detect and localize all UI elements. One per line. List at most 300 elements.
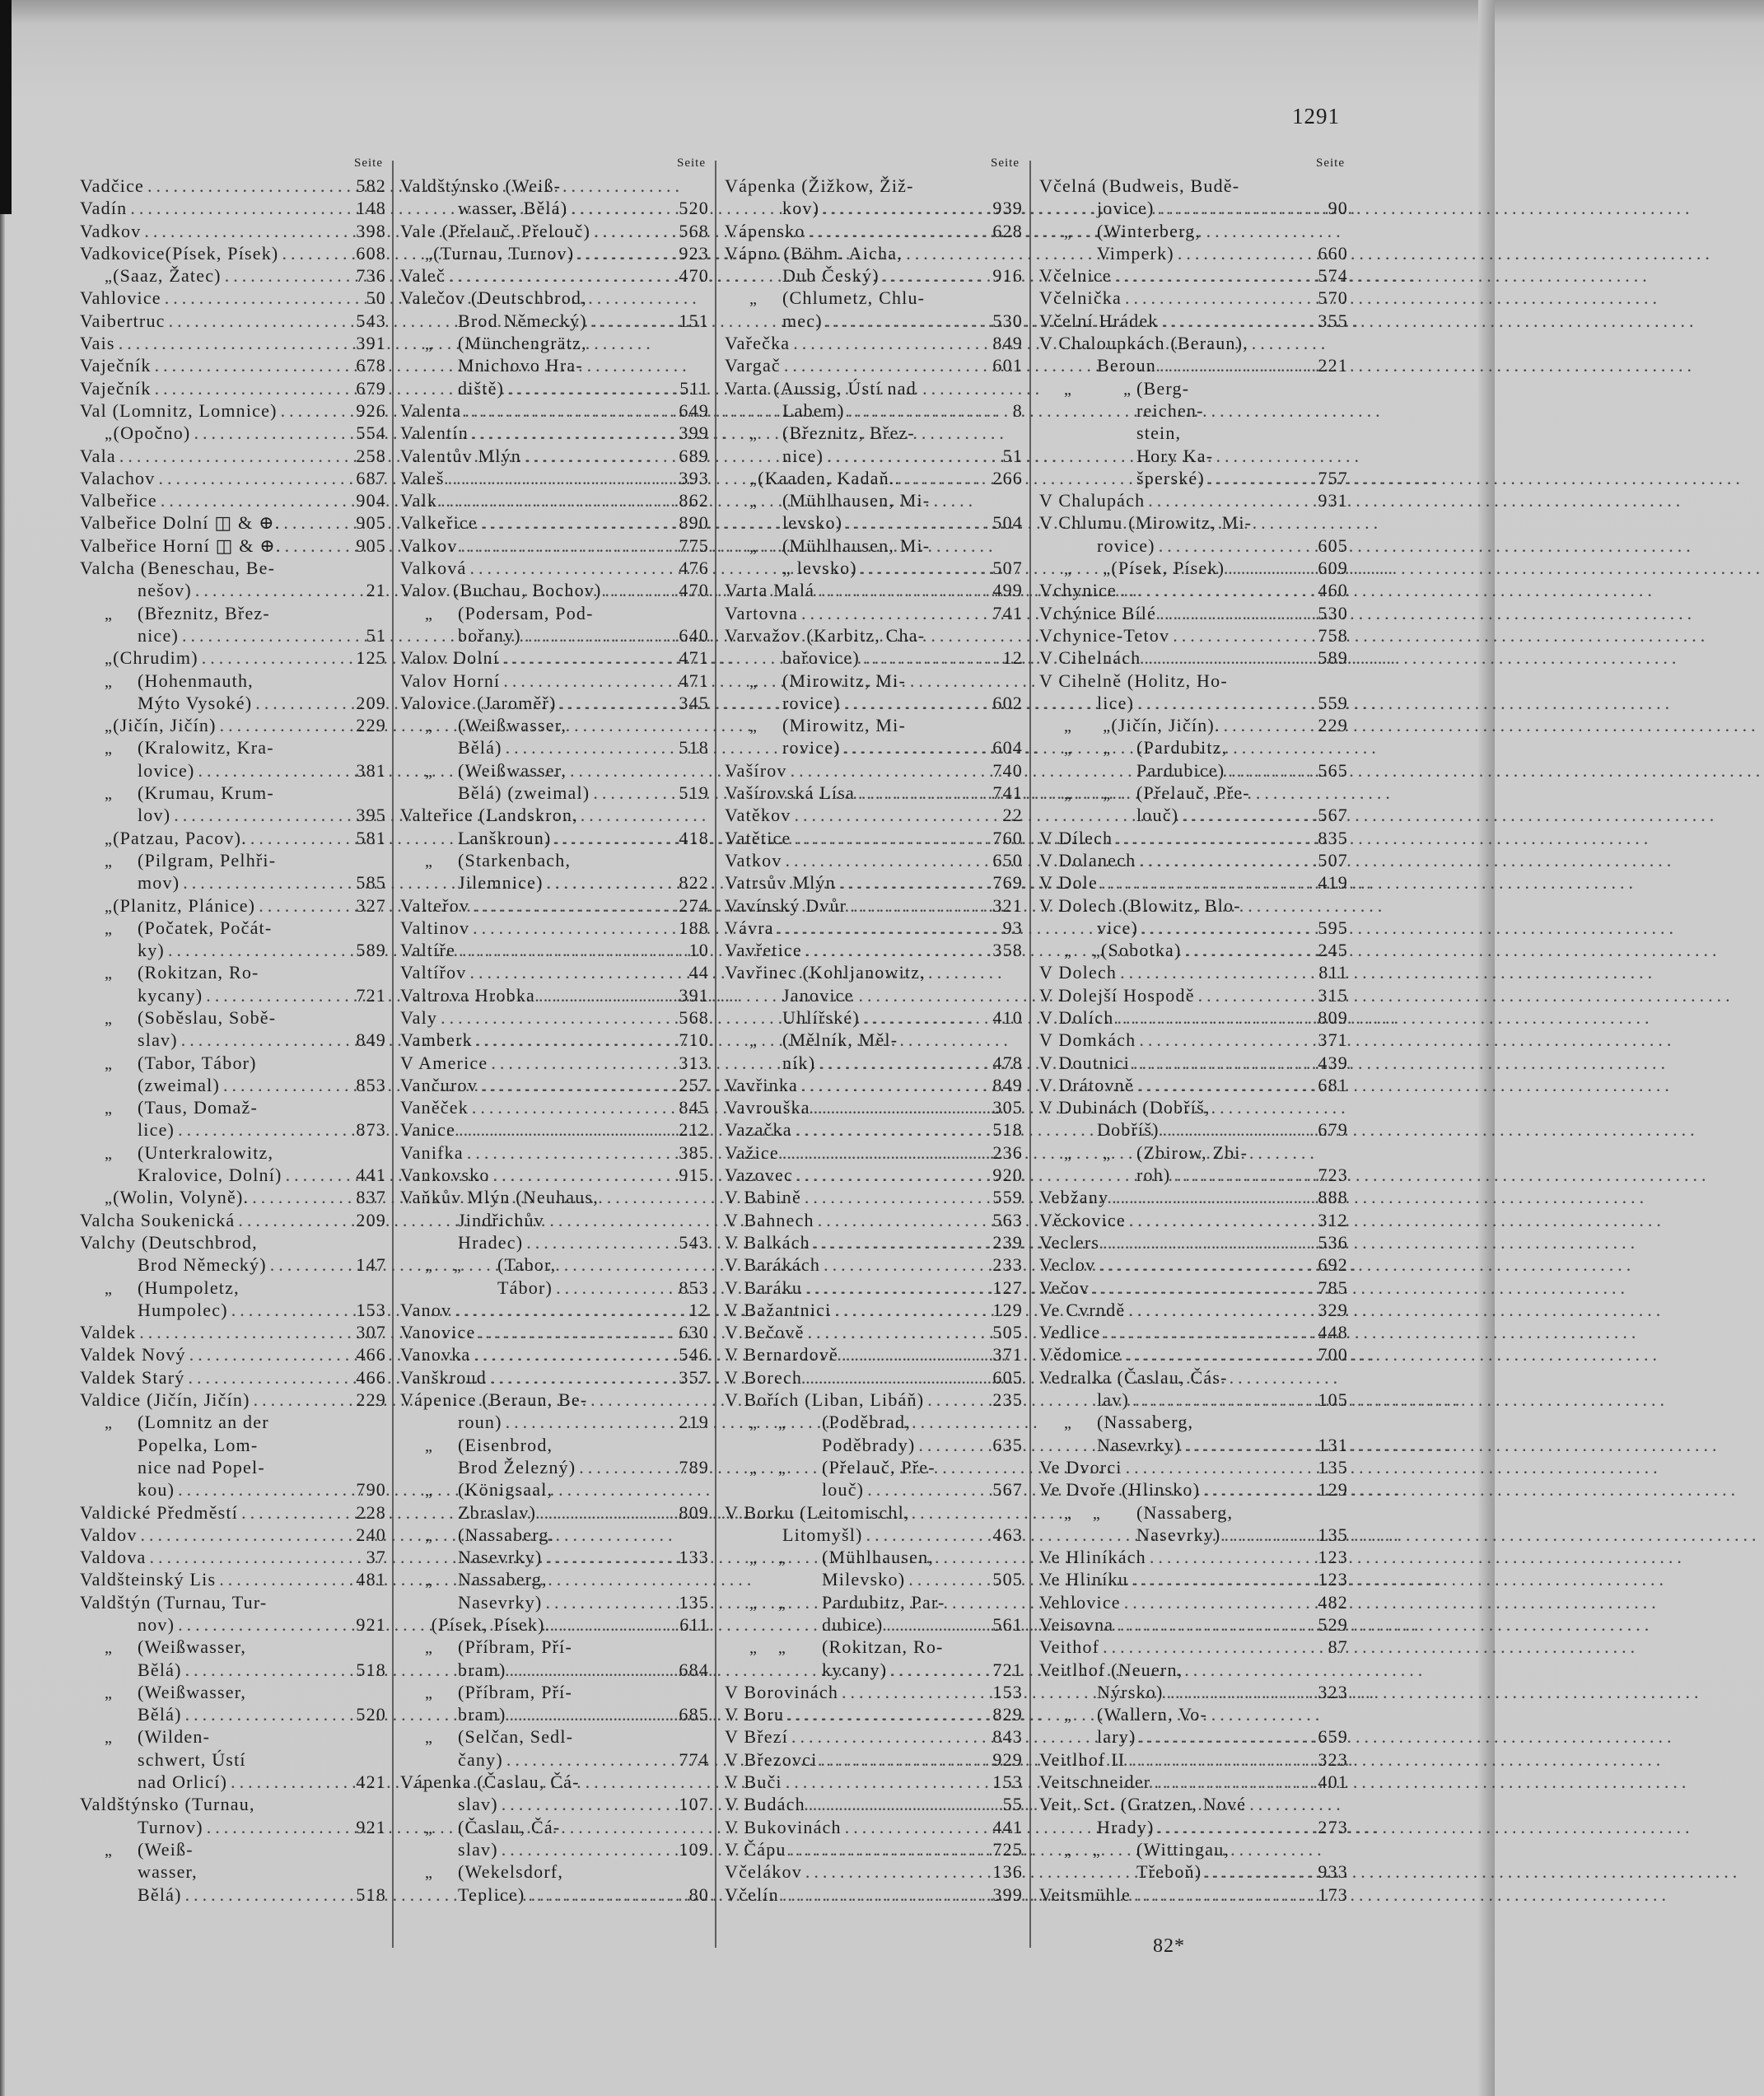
page-reference: 229 bbox=[356, 1389, 386, 1411]
ditto-mark: „ „ bbox=[1064, 717, 1112, 736]
dot-leader bbox=[157, 489, 335, 511]
dot-leader bbox=[469, 894, 658, 917]
page-reference: 611 bbox=[679, 1614, 709, 1635]
dot-leader bbox=[498, 1793, 658, 1815]
index-entry bbox=[80, 332, 386, 354]
entry-name: Veitlhof (Neuern, bbox=[1039, 1659, 1183, 1680]
index-entry bbox=[80, 220, 386, 242]
page-reference: 129 bbox=[1318, 1479, 1348, 1501]
entry-continuation: nešov) bbox=[138, 580, 192, 601]
entry-continuation: roun) bbox=[458, 1412, 502, 1433]
dot-leader bbox=[147, 1546, 336, 1568]
dot-leader bbox=[1200, 1478, 1297, 1501]
ditto-mark: „ „ bbox=[1064, 560, 1112, 579]
index-entry bbox=[400, 445, 709, 467]
index-entry bbox=[725, 1096, 1023, 1118]
entry-name: V Buči bbox=[725, 1772, 782, 1793]
entry-continuation: Vimperk) bbox=[1097, 242, 1174, 264]
index-entry bbox=[400, 399, 709, 422]
entry-name: Vadkovice(Písek, Písek) bbox=[80, 242, 279, 264]
page-reference: 518 bbox=[679, 737, 709, 759]
dot-leader bbox=[590, 782, 658, 804]
entry-name: Vávra bbox=[725, 917, 774, 938]
entry-continuation: louč) bbox=[1136, 805, 1179, 826]
ditto-mark: „ „ bbox=[1064, 1841, 1101, 1860]
page-reference: 862 bbox=[679, 490, 709, 511]
dot-leader bbox=[1099, 1231, 1297, 1253]
entry-continuation: Nasevrky) bbox=[458, 1591, 543, 1613]
page-reference: 568 bbox=[679, 1006, 709, 1028]
page-reference: 147 bbox=[356, 1254, 386, 1276]
entry-name: V Bukovinách bbox=[725, 1816, 842, 1837]
entry-continuation: lice) bbox=[138, 1119, 175, 1141]
entry-name: (Berg- bbox=[1136, 377, 1190, 399]
page-reference: 466 bbox=[356, 1344, 386, 1365]
page-reference: 630 bbox=[679, 1322, 709, 1343]
dot-leader bbox=[502, 1411, 658, 1433]
index-entry bbox=[80, 1524, 386, 1546]
ditto-mark: „ bbox=[105, 1099, 114, 1118]
dot-leader bbox=[792, 1118, 972, 1141]
entry-name: (Mělník, Měl- bbox=[782, 1029, 898, 1051]
dot-leader bbox=[502, 736, 658, 759]
index-entry bbox=[725, 242, 1023, 287]
page-reference: 574 bbox=[1318, 265, 1348, 287]
dot-leader bbox=[786, 1838, 972, 1860]
index-entry bbox=[725, 1501, 1023, 1547]
index-entry bbox=[80, 1568, 386, 1590]
dot-leader bbox=[860, 647, 972, 669]
entry-continuation: Humpolec) bbox=[138, 1299, 228, 1320]
index-entry bbox=[725, 1636, 1023, 1681]
dot-leader bbox=[1156, 602, 1297, 624]
index-entry bbox=[1039, 1253, 1348, 1276]
entry-continuation: slav) bbox=[138, 1029, 178, 1051]
index-entry bbox=[400, 849, 709, 894]
page-reference: 546 bbox=[679, 1344, 709, 1365]
ditto-mark: „ „ bbox=[749, 1639, 786, 1658]
entry-continuation: kou) bbox=[138, 1479, 175, 1501]
index-entry bbox=[725, 287, 1023, 332]
page-reference: 723 bbox=[1318, 1165, 1348, 1186]
page-reference: 530 bbox=[1318, 602, 1348, 623]
index-entry bbox=[400, 1343, 709, 1365]
ditto-mark: „ bbox=[105, 829, 114, 848]
entry-continuation: wasser, Bělá) bbox=[458, 198, 568, 219]
page-reference: 757 bbox=[1318, 467, 1348, 488]
index-entry bbox=[1039, 1277, 1348, 1299]
dot-leader bbox=[1141, 647, 1297, 669]
page-reference: 939 bbox=[992, 198, 1023, 219]
dot-leader bbox=[182, 1703, 335, 1725]
dot-leader bbox=[250, 1389, 335, 1411]
index-entry bbox=[1039, 264, 1348, 287]
entry-name: Vápenka (Časlau, Čá- bbox=[400, 1772, 580, 1793]
index-entry bbox=[80, 1838, 386, 1906]
dot-leader bbox=[136, 1321, 335, 1343]
dot-leader bbox=[553, 1277, 658, 1299]
entry-name: Valdické Předměstí bbox=[80, 1501, 239, 1523]
index-entry bbox=[1039, 647, 1348, 669]
page-reference: 559 bbox=[992, 1187, 1023, 1208]
index-entry bbox=[80, 264, 386, 287]
entry-name: Veisovna bbox=[1039, 1614, 1114, 1635]
page-reference: 313 bbox=[679, 1052, 709, 1073]
ditto-mark: „ bbox=[105, 897, 114, 916]
entry-name: V Dole bbox=[1039, 872, 1098, 894]
entry-name: V Bečově bbox=[725, 1322, 805, 1343]
dot-leader bbox=[282, 1164, 335, 1186]
index-column-3 bbox=[725, 156, 1023, 1906]
ditto-mark: „ bbox=[105, 717, 114, 736]
index-entry bbox=[725, 1074, 1023, 1096]
dot-leader bbox=[842, 1816, 972, 1838]
dot-leader bbox=[905, 1568, 972, 1590]
dot-leader bbox=[1182, 939, 1297, 961]
page-reference: 736 bbox=[356, 265, 386, 287]
scan-binding-mark bbox=[0, 0, 12, 214]
dot-leader bbox=[278, 242, 335, 264]
entry-name: Vanovka bbox=[400, 1344, 471, 1365]
dot-leader bbox=[521, 445, 658, 467]
dot-leader bbox=[523, 1231, 658, 1253]
index-entry bbox=[400, 714, 709, 759]
dot-leader bbox=[1113, 1613, 1297, 1636]
ditto-mark: „ bbox=[425, 717, 434, 736]
page-reference: 849 bbox=[992, 1074, 1023, 1095]
page-reference: 391 bbox=[679, 984, 709, 1006]
ditto-mark: „ „ bbox=[749, 1594, 786, 1613]
dot-leader bbox=[810, 1096, 972, 1118]
dot-leader bbox=[182, 1884, 335, 1906]
page-reference: 441 bbox=[992, 1816, 1023, 1837]
page-reference: 890 bbox=[679, 512, 709, 534]
page-reference: 209 bbox=[356, 1209, 386, 1230]
dot-leader bbox=[536, 1501, 658, 1524]
entry-name: (Písek, Písek) bbox=[1111, 558, 1225, 579]
page-reference: 51 bbox=[1002, 445, 1023, 466]
dot-leader bbox=[1136, 1725, 1297, 1748]
page-reference: 258 bbox=[356, 445, 386, 466]
index-entry bbox=[400, 1366, 709, 1389]
index-entry bbox=[1039, 1029, 1348, 1051]
dot-leader bbox=[217, 714, 335, 736]
ditto-mark: „ „ bbox=[1064, 1144, 1112, 1163]
entry-continuation: nice) bbox=[782, 445, 824, 466]
entry-name: V Cihelně (Holitz, Ho- bbox=[1039, 670, 1228, 691]
page-reference: 133 bbox=[679, 1547, 709, 1568]
index-entry bbox=[1039, 1591, 1348, 1613]
page-reference: 173 bbox=[1318, 1884, 1348, 1905]
index-entry bbox=[1039, 1478, 1348, 1501]
index-entry bbox=[80, 827, 386, 849]
entry-continuation: Brod Německý) bbox=[138, 1254, 267, 1276]
index-entry bbox=[80, 1681, 386, 1726]
index-entry bbox=[400, 1725, 709, 1771]
entry-name: Valková bbox=[400, 558, 467, 579]
entry-name: (Rokitzan, Ro- bbox=[822, 1636, 944, 1658]
page-reference: 679 bbox=[356, 377, 386, 399]
entry-name: (Tabor, bbox=[497, 1254, 557, 1276]
index-entry bbox=[1039, 1838, 1348, 1884]
entry-name: Valbeřice bbox=[80, 490, 157, 511]
index-entry bbox=[1039, 1636, 1348, 1658]
entry-continuation: Lanškroun) bbox=[458, 827, 552, 848]
index-entry bbox=[725, 535, 1023, 580]
entry-continuation: Popelka, Lom- bbox=[138, 1434, 259, 1455]
dot-leader bbox=[817, 1748, 972, 1771]
dot-leader bbox=[542, 1546, 658, 1568]
ditto-mark: „ bbox=[105, 1683, 114, 1702]
dot-leader bbox=[841, 692, 972, 714]
dot-leader bbox=[574, 242, 658, 264]
entry-name: (Rokitzan, Ro- bbox=[138, 962, 259, 983]
index-entry bbox=[725, 175, 1023, 220]
index-entry bbox=[725, 332, 1023, 354]
dot-leader bbox=[887, 1659, 972, 1681]
ditto-mark: „ bbox=[425, 852, 434, 871]
entry-continuation: Dub Český) bbox=[782, 265, 880, 287]
entry-name: (Turnau, Turnov) bbox=[433, 242, 575, 264]
entry-name: (Wallern, Vo- bbox=[1097, 1704, 1207, 1725]
entry-name: Ve Cvrndě bbox=[1039, 1299, 1126, 1320]
entry-name: Valentův Mlýn bbox=[400, 445, 521, 466]
index-entry bbox=[400, 804, 709, 849]
entry-name: Vebžany bbox=[1039, 1187, 1109, 1208]
dot-leader bbox=[915, 1434, 972, 1456]
page-reference: 774 bbox=[679, 1748, 709, 1770]
entry-name: V Dolích bbox=[1039, 1006, 1114, 1028]
ditto-mark: „ bbox=[425, 1526, 434, 1545]
entry-continuation: louč) bbox=[822, 1479, 865, 1501]
entry-name: Vavínský Dvůr bbox=[725, 894, 847, 916]
page-reference: 849 bbox=[992, 333, 1023, 354]
ditto-mark: „ bbox=[749, 290, 758, 309]
page-reference: 274 bbox=[679, 894, 709, 916]
page-reference: 604 bbox=[992, 737, 1023, 759]
index-column-1 bbox=[80, 156, 386, 1906]
page-reference: 518 bbox=[356, 1659, 386, 1680]
dot-leader bbox=[152, 377, 335, 399]
page-reference: 327 bbox=[356, 894, 386, 916]
index-entry bbox=[400, 1816, 709, 1861]
dot-leader bbox=[798, 1074, 972, 1096]
entry-name: Vápenice (Beraun, Be- bbox=[400, 1389, 588, 1411]
dot-leader bbox=[446, 264, 658, 287]
dot-leader bbox=[473, 1029, 658, 1051]
index-entry bbox=[80, 1636, 386, 1681]
ditto-mark: „ bbox=[749, 1032, 758, 1051]
entry-name: Valentín bbox=[400, 422, 469, 444]
index-entry bbox=[400, 175, 709, 220]
index-entry bbox=[1039, 714, 1348, 736]
index-entry bbox=[1039, 287, 1348, 309]
entry-name: (Weißwasser, bbox=[458, 759, 567, 781]
ditto-mark: „ bbox=[105, 1279, 114, 1298]
index-entry bbox=[400, 1613, 709, 1636]
index-entry bbox=[80, 1096, 386, 1141]
dot-leader bbox=[445, 467, 658, 489]
index-entry bbox=[80, 197, 386, 219]
page-reference: 371 bbox=[992, 1344, 1023, 1365]
entry-name: Valteřov bbox=[400, 894, 470, 916]
ditto-mark: „ bbox=[749, 717, 758, 736]
entry-name: Vais bbox=[80, 333, 115, 354]
index-entry bbox=[725, 1838, 1023, 1860]
entry-continuation: Bělá) bbox=[458, 737, 502, 759]
page-reference: 123 bbox=[1318, 1569, 1348, 1590]
dot-leader bbox=[1131, 1884, 1297, 1906]
page-reference: 589 bbox=[1318, 647, 1348, 669]
entry-continuation: čany) bbox=[458, 1748, 503, 1770]
index-entry bbox=[80, 175, 386, 197]
entry-name: Vazačka bbox=[725, 1119, 792, 1141]
entry-name: (Starkenbach, bbox=[458, 849, 572, 871]
index-entry bbox=[400, 939, 709, 961]
seite-header: Seite bbox=[1316, 156, 1345, 170]
dot-leader bbox=[841, 736, 972, 759]
index-entry bbox=[1039, 894, 1348, 940]
page-reference: 519 bbox=[679, 782, 709, 804]
entry-continuation: lov) bbox=[138, 805, 171, 826]
dot-leader bbox=[551, 827, 658, 849]
entry-name: Ve Dvorci bbox=[1039, 1456, 1122, 1477]
entry-name: Valenta bbox=[400, 399, 462, 421]
dot-leader bbox=[857, 557, 972, 579]
dot-leader bbox=[216, 1568, 335, 1590]
dot-leader bbox=[1138, 917, 1297, 939]
dot-leader bbox=[280, 511, 335, 534]
page-reference: 393 bbox=[679, 467, 709, 488]
dot-leader bbox=[1130, 1052, 1297, 1074]
entry-name: Vahlovice bbox=[80, 287, 161, 309]
index-entry bbox=[725, 1366, 1023, 1389]
entry-name: (Nassaberg, bbox=[1097, 1412, 1194, 1433]
page-reference: 845 bbox=[679, 1097, 709, 1118]
index-entry bbox=[80, 1546, 386, 1568]
page-reference: 135 bbox=[1318, 1456, 1348, 1477]
page-reference: 235 bbox=[992, 1389, 1023, 1411]
entry-continuation: ky) bbox=[138, 940, 165, 961]
dot-leader bbox=[802, 1366, 972, 1389]
dot-leader bbox=[1225, 759, 1297, 782]
dot-leader bbox=[924, 1389, 972, 1411]
page-reference: 131 bbox=[1318, 1434, 1348, 1455]
entry-name: Valdov bbox=[80, 1524, 138, 1545]
index-entry bbox=[1039, 1299, 1348, 1321]
index-entry bbox=[80, 961, 386, 1006]
index-entry bbox=[1039, 1411, 1348, 1456]
page-reference: 915 bbox=[679, 1165, 709, 1186]
index-entry bbox=[400, 1434, 709, 1479]
index-entry bbox=[80, 1343, 386, 1365]
entry-continuation: rovice) bbox=[1097, 535, 1155, 556]
index-entry bbox=[80, 1793, 386, 1838]
page-reference: 700 bbox=[1318, 1344, 1348, 1365]
entry-continuation: Kralovice, Dolní) bbox=[138, 1165, 282, 1186]
entry-name: Vařečka bbox=[725, 333, 791, 354]
index-entry bbox=[725, 1209, 1023, 1231]
index-entry bbox=[80, 445, 386, 467]
dot-leader bbox=[192, 579, 335, 601]
entry-name: (Zbirow, Zbi- bbox=[1136, 1141, 1248, 1163]
page-reference: 153 bbox=[356, 1299, 386, 1320]
dot-leader bbox=[1108, 1186, 1297, 1208]
entry-name: Valov Dolní bbox=[400, 647, 500, 669]
index-entry bbox=[80, 489, 386, 511]
page-reference: 8 bbox=[1012, 399, 1023, 421]
ditto-mark: „ bbox=[105, 605, 114, 623]
page-reference: 471 bbox=[679, 647, 709, 669]
page-reference: 921 bbox=[356, 1614, 386, 1635]
entry-name: (Sobotka) bbox=[1100, 940, 1182, 961]
entry-name: (Weißwasser, bbox=[138, 1636, 247, 1658]
entry-continuation: Uhlířské) bbox=[782, 1006, 860, 1028]
entry-name: (Příbram, Pří- bbox=[458, 1636, 573, 1658]
page-reference: 12 bbox=[688, 1299, 709, 1320]
entry-continuation: šperské) bbox=[1136, 467, 1205, 488]
dot-leader bbox=[475, 1321, 658, 1343]
dot-leader bbox=[791, 804, 973, 826]
dot-leader bbox=[222, 264, 335, 287]
entry-name: Valchy (Deutschbrod, bbox=[80, 1231, 258, 1253]
dot-leader bbox=[478, 1074, 658, 1096]
dot-leader bbox=[455, 939, 658, 961]
page-reference: 357 bbox=[679, 1366, 709, 1388]
index-entry bbox=[400, 287, 709, 332]
entry-name: V Dubinách (Dobříš, bbox=[1039, 1097, 1211, 1118]
dot-leader bbox=[1126, 1209, 1297, 1231]
dot-leader bbox=[880, 264, 972, 287]
entry-name: V Březovci bbox=[725, 1748, 818, 1770]
dot-leader bbox=[847, 894, 972, 917]
entry-name: Vanovice bbox=[400, 1322, 476, 1343]
page-reference: 395 bbox=[356, 805, 386, 826]
entry-continuation: Milevsko) bbox=[822, 1569, 906, 1590]
page-reference: 769 bbox=[992, 872, 1023, 894]
dot-leader bbox=[252, 692, 335, 714]
entry-name: (Kaaden, Kadaň.. bbox=[758, 467, 901, 488]
entry-name: Vavřinec (Kohljanowitz, bbox=[725, 962, 926, 983]
dot-leader bbox=[1156, 354, 1297, 376]
entry-continuation: Nasevrky) bbox=[458, 1547, 543, 1568]
dot-leader bbox=[1117, 961, 1297, 983]
index-entry bbox=[725, 1771, 1023, 1793]
entry-name: Valkeřice bbox=[400, 512, 478, 534]
entry-continuation: slav) bbox=[458, 1838, 498, 1860]
index-entry bbox=[725, 1343, 1023, 1365]
ditto-mark: „ bbox=[425, 762, 434, 781]
dot-leader bbox=[542, 1591, 658, 1613]
entry-name: Pardubitz, Par- bbox=[822, 1591, 945, 1613]
entry-name: V Dílech bbox=[1039, 827, 1113, 848]
index-entry bbox=[400, 984, 709, 1006]
index-entry bbox=[1039, 849, 1348, 871]
dot-leader bbox=[1145, 489, 1297, 511]
entry-name: Vedlice bbox=[1039, 1322, 1101, 1343]
dot-leader bbox=[544, 871, 658, 894]
dot-leader bbox=[138, 1524, 335, 1546]
page-reference: 601 bbox=[992, 355, 1023, 376]
ditto-mark: „ bbox=[105, 1414, 114, 1433]
index-entry bbox=[1039, 1884, 1348, 1906]
entry-continuation: Brod Německý) bbox=[458, 310, 587, 331]
ditto-mark: „ bbox=[105, 425, 114, 444]
dot-leader bbox=[1113, 1006, 1297, 1029]
index-entry bbox=[725, 759, 1023, 782]
dot-leader bbox=[1220, 1524, 1297, 1546]
index-entry bbox=[725, 422, 1023, 467]
